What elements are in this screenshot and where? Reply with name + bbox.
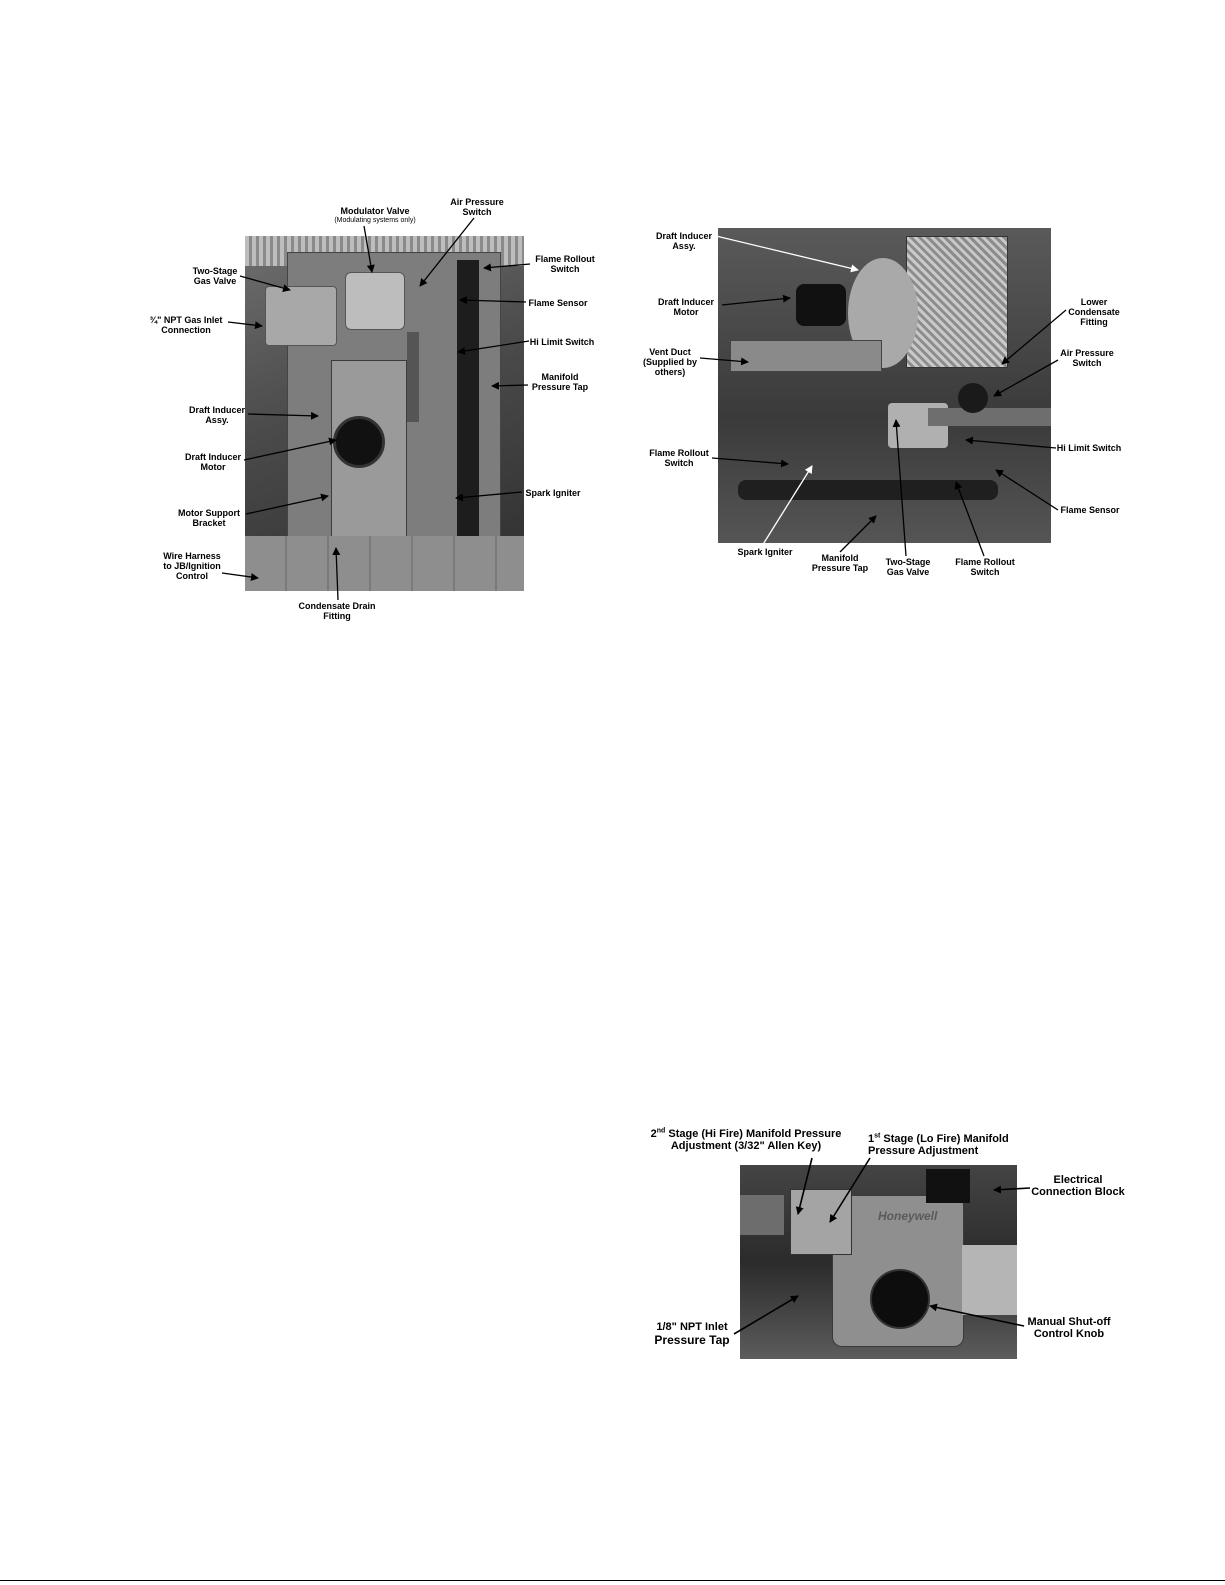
page-bottom-rule [0, 1580, 1225, 1581]
figure3-outlet-fitting [962, 1245, 1017, 1315]
figure1-pipe [407, 332, 419, 422]
figure3-shutoff-knob [870, 1269, 930, 1329]
figure1-floor [245, 536, 524, 591]
fig1-air-pressure-switch-label: Air Pressure Switch [450, 197, 504, 217]
fig3-stage1-line1: 1st Stage (Lo Fire) Manifold [868, 1132, 1009, 1145]
fig1-flame-rollout-switch-label: Flame Rollout Switch [535, 254, 595, 274]
figure1-inducer-motor [333, 416, 385, 468]
fig1-flame-sensor-label: Flame Sensor [528, 298, 588, 308]
figure3-photo [740, 1165, 1017, 1359]
fig2-spark-igniter-label: Spark Igniter [737, 547, 793, 557]
figure3-brand-mark: Honeywell [878, 1209, 938, 1223]
fig2-draft-inducer-assy-label: Draft Inducer Assy. [655, 231, 712, 251]
fig1-wire-harness-label: Wire Harness to JB/Ignition Control [163, 551, 221, 581]
fig1-draft-inducer-assy-label: Draft Inducer Assy. [188, 405, 245, 425]
fig2-lower-condensate-label: Lower Condensate Fitting [1068, 297, 1120, 327]
fig2-two-stage-gas-valve-label: Two-Stage Gas Valve [885, 557, 931, 577]
fig1-modulator-valve-label: Modulator Valve (Modulating systems only) [330, 206, 420, 225]
fig2-vent-duct-label: Vent Duct (Supplied by others) [643, 347, 697, 377]
fig3-stage1-label [868, 1132, 1009, 1157]
figure2-vent-duct [730, 340, 882, 372]
fig1-modulator-note: (Modulating systems only) [334, 217, 416, 224]
fig1-two-stage-gas-valve-label: Two-Stage Gas Valve [192, 266, 238, 286]
fig3-inlet-tap-line1: 1/8" NPT Inlet [656, 1321, 728, 1333]
fig2-flame-rollout-bottom-label: Flame Rollout Switch [955, 557, 1015, 577]
figure1-gas-valve [265, 286, 337, 346]
fig2-flame-rollout-left-label: Flame Rollout Switch [649, 448, 709, 468]
figure1-modulator-valve [345, 272, 405, 330]
fig1-manifold-pressure-tap-label: Manifold Pressure Tap [531, 372, 589, 392]
fig2-manifold-pressure-tap-label: Manifold Pressure Tap [811, 553, 869, 573]
figure2-inducer-motor [796, 284, 846, 326]
fig1-condensate-drain-label: Condensate Drain Fitting [298, 601, 376, 621]
fig1-draft-inducer-motor-label: Draft Inducer Motor [184, 452, 241, 472]
figure3-inlet-pipe [740, 1195, 784, 1235]
fig3-inlet-tap-label [650, 1321, 734, 1347]
fig3-stage2-line2: Adjustment (3/32" Allen Key) [670, 1140, 822, 1152]
fig2-flame-sensor-label: Flame Sensor [1060, 505, 1120, 515]
figure1-photo [245, 236, 524, 591]
fig1-gas-inlet-label: ¾" NPT Gas Inlet Connection [149, 315, 223, 335]
fig1-spark-igniter-label: Spark Igniter [525, 488, 581, 498]
fig2-hi-limit-switch-label: Hi Limit Switch [1056, 443, 1122, 453]
figure2-pipe [928, 408, 1051, 426]
figure1-manifold-bar [457, 260, 479, 580]
figure3-connection-block [926, 1169, 970, 1203]
fig1-hi-limit-switch-label: Hi Limit Switch [529, 337, 595, 347]
fig2-air-pressure-switch-label: Air Pressure Switch [1060, 348, 1114, 368]
figure2-photo [718, 228, 1051, 543]
figure2-burner-manifold [738, 480, 998, 500]
fig3-inlet-tap-line2: Pressure Tap [654, 1333, 730, 1347]
figure2-pressure-switch [958, 383, 988, 413]
fig3-stage2-label [646, 1128, 846, 1152]
figure3-adjustment-plate [790, 1189, 852, 1255]
fig3-manual-shutoff-label: Manual Shut-off Control Knob [1027, 1316, 1111, 1340]
fig3-stage2-line1: 2nd Stage (Hi Fire) Manifold Pressure [650, 1127, 842, 1140]
fig3-stage1-line2: Pressure Adjustment [868, 1145, 979, 1157]
fig2-draft-inducer-motor-label: Draft Inducer Motor [657, 297, 714, 317]
fig1-motor-support-bracket-label: Motor Support Bracket [178, 508, 240, 528]
fig3-electrical-block-label: Electrical Connection Block [1031, 1174, 1125, 1198]
figure2-heat-exchanger [906, 236, 1008, 368]
